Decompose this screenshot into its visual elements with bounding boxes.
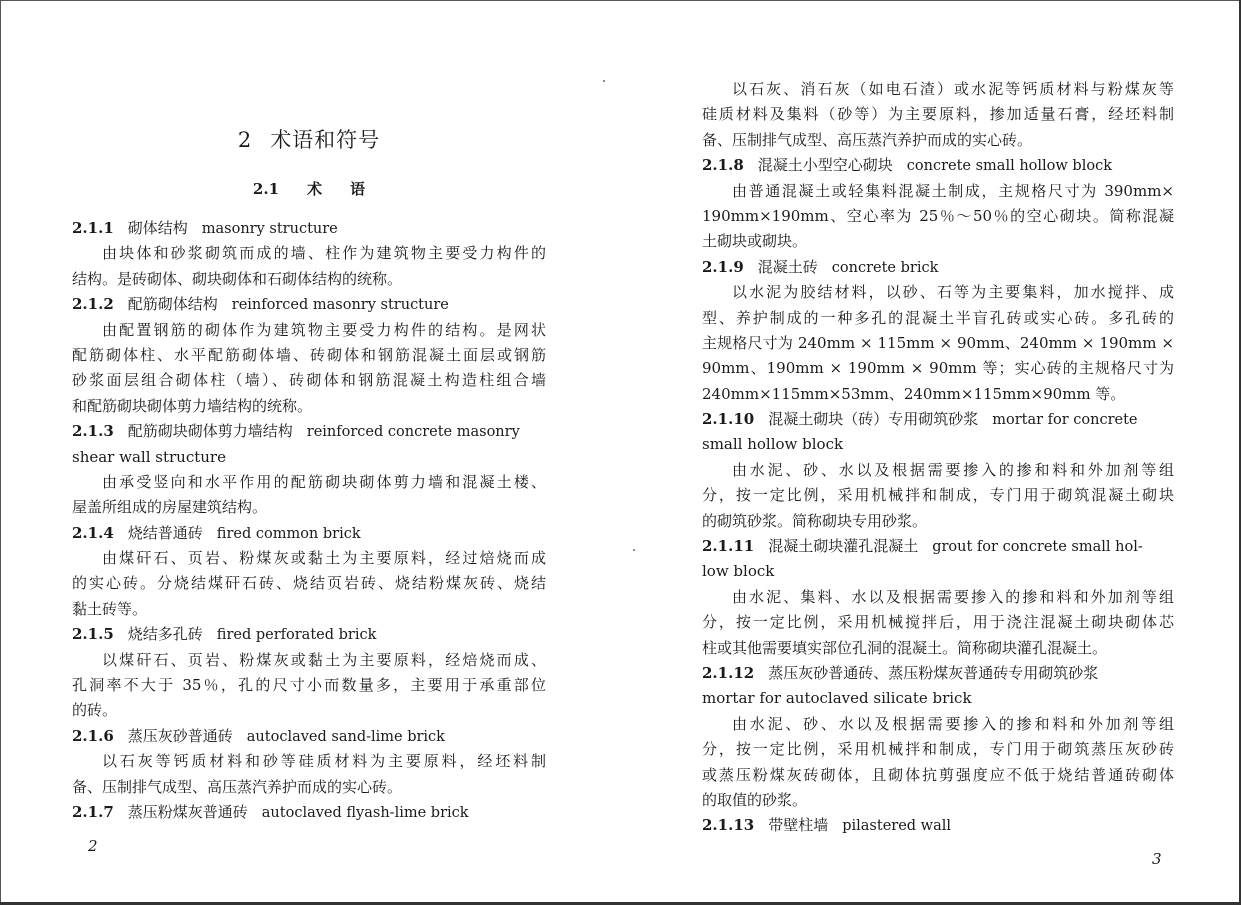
term-chinese: 蒸压粉煤灰普通砖	[127, 802, 248, 821]
left-page-body	[72, 216, 546, 825]
body-text-line: 孔洞率不大于 35％，孔的尺寸小而数量多，主要用于承重部位	[72, 676, 546, 695]
scan-border-top	[0, 0, 1241, 1]
section-number: 2.1	[252, 180, 280, 198]
term-heading	[72, 521, 546, 546]
body-text-line: small hollow block	[702, 435, 844, 454]
term-english: concrete small hollow block	[906, 158, 1112, 175]
body-text-line: 型、养护制成的一种多孔的混凝土半盲孔砖或实心砖。多孔砖的	[702, 308, 1174, 327]
body-text-line: 以煤矸石、页岩、粉煤灰或黏土为主要原料，经焙烧而成、	[102, 650, 546, 669]
term-number: 2.1.2	[72, 295, 114, 314]
term-heading	[72, 724, 546, 749]
scan-border-left	[0, 0, 1, 905]
body-text-line: 备、压制排气成型、高压蒸汽养护而成的实心砖。	[72, 777, 403, 796]
term-chinese: 烧结普通砖	[127, 523, 203, 542]
right-page-number: 3	[1152, 850, 1162, 868]
term-chinese: 蒸压灰砂普通砖	[127, 726, 233, 745]
term-chinese: 蒸压灰砂普通砖、蒸压粉煤灰普通砖专用砌筑砂浆	[768, 663, 1099, 682]
section-title	[72, 178, 546, 199]
body-text-line: 分，按一定比例，采用机械搅拌后，用于浇注混凝土砌块砌体芯	[702, 613, 1174, 632]
term-heading	[702, 534, 1174, 559]
scan-speck	[633, 549, 635, 551]
term-heading	[72, 292, 546, 317]
term-heading	[702, 661, 1174, 686]
body-text-line: 配筋砌体柱、水平配筋砌体墙、砖砌体和钢筋混凝土面层或钢筋	[72, 345, 546, 364]
term-number: 2.1.13	[702, 816, 755, 835]
term-chinese: 砌体结构	[127, 219, 188, 237]
body-text-line: 由水泥、砂、水以及根据需要掺入的掺和料和外加剂等组	[732, 714, 1174, 733]
term-chinese: 配筋砌块砌体剪力墙结构	[127, 422, 293, 441]
term-english: mortar for concrete	[992, 412, 1138, 429]
body-text-line: 以石灰、消石灰（如电石渣）或水泥等钙质材料与粉煤灰等	[732, 80, 1174, 98]
body-text-line: 由水泥、砂、水以及根据需要掺入的掺和料和外加剂等组	[732, 460, 1174, 479]
term-heading	[72, 622, 546, 647]
term-number: 2.1.6	[72, 726, 114, 745]
term-number: 2.1.10	[702, 410, 755, 429]
body-text-line: 由水泥、集料、水以及根据需要掺入的掺和料和外加剂等组	[732, 587, 1174, 606]
term-number: 2.1.7	[72, 802, 114, 821]
term-english: reinforced concrete masonry	[306, 424, 520, 441]
body-text-line: 以石灰等钙质材料和砂等硅质材料为主要原料，经坯料制	[102, 752, 546, 771]
term-english: fired common brick	[216, 525, 361, 542]
term-number: 2.1.12	[702, 663, 755, 682]
term-number: 2.1.4	[72, 523, 114, 542]
body-text-line: 的砖。	[72, 701, 118, 720]
body-text-line: 240mm×115mm×53mm、240mm×115mm×90mm 等。	[702, 384, 1126, 403]
body-text-line: 黏土砖等。	[72, 599, 148, 618]
term-number: 2.1.5	[72, 625, 114, 644]
term-english: concrete brick	[831, 259, 939, 276]
term-number: 2.1.3	[72, 422, 114, 441]
body-text-line: mortar for autoclaved silicate brick	[702, 689, 972, 708]
body-text-line: 90mm、190mm × 190mm × 90mm 等；实心砖的主规格尺寸为	[702, 359, 1174, 378]
body-text-line: 分，按一定比例，采用机械拌和制成，专门用于砌筑混凝土砌块	[702, 486, 1174, 505]
term-english: pilastered wall	[842, 818, 952, 835]
body-text-line: 或蒸压粉煤灰砖砌体，且砌体抗剪强度应不低于烧结普通砖砌体	[702, 765, 1174, 784]
section-name-part-2: 语	[350, 180, 366, 198]
term-chinese: 混凝土砌块（砖）专用砌筑砂浆	[768, 410, 979, 429]
body-text-line: 由普通混凝土或轻集料混凝土制成，主规格尺寸为 390mm×	[732, 181, 1174, 200]
term-english: grout for concrete small hol-	[932, 539, 1143, 556]
body-text-line: 由煤矸石、页岩、粉煤灰或黏土为主要原料，经过焙烧而成	[102, 549, 546, 568]
term-english: fired perforated brick	[216, 627, 377, 644]
term-heading	[72, 800, 546, 825]
body-text-line: 砂浆面层组合砌体柱（墙）、砖砌体和钢筋混凝土构造柱组合墙	[72, 371, 546, 390]
term-chinese: 混凝土小型空心砌块	[757, 156, 893, 175]
term-english: autoclaved sand-lime brick	[246, 728, 445, 745]
term-chinese: 配筋砌体结构	[127, 295, 218, 314]
term-heading	[702, 813, 1174, 838]
term-chinese: 烧结多孔砖	[127, 625, 203, 644]
body-text-line: 以水泥为胶结材料，以砂、石等为主要集料，加水搅拌、成	[732, 283, 1174, 302]
body-text-line: 的砌筑砂浆。简称砌块专用砂浆。	[702, 511, 928, 530]
body-text-line: 190mm×190mm、空心率为 25％～50％的空心砌块。简称混凝	[702, 206, 1174, 225]
body-text-line: 由承受竖向和水平作用的配筋砌块砌体剪力墙和混凝土楼、	[102, 472, 546, 491]
body-text-line: 屋盖所组成的房屋建筑结构。	[72, 498, 268, 517]
term-english: reinforced masonry structure	[231, 297, 449, 314]
chapter-name: 术语和符号	[270, 128, 381, 152]
body-text-line: 由配置钢筋的砌体作为建筑物主要受力构件的结构。是网状	[102, 320, 546, 339]
term-chinese: 混凝土砖	[757, 257, 818, 276]
body-text-line: 的取值的砂浆。	[702, 790, 808, 809]
body-text-line: 主规格尺寸为 240mm × 115mm × 90mm、240mm × 190mm ×	[702, 333, 1174, 352]
chapter-title	[72, 124, 546, 154]
term-number: 2.1.8	[702, 156, 744, 175]
term-number: 2.1.11	[702, 537, 755, 556]
term-english: masonry structure	[201, 221, 338, 237]
term-heading	[702, 153, 1174, 178]
body-text-line: 分，按一定比例，采用机械拌和制成，专门用于砌筑蒸压灰砂砖	[702, 740, 1174, 759]
term-heading	[72, 419, 546, 444]
body-text-line: shear wall structure	[72, 447, 226, 466]
right-page-body	[702, 77, 1174, 839]
term-chinese: 混凝土砌块灌孔混凝土	[768, 537, 919, 556]
body-text-line: 和配筋砌块砌体剪力墙结构的统称。	[72, 396, 313, 415]
body-text-line: 土砌块或砌块。	[702, 232, 808, 251]
body-text-line: 备、压制排气成型、高压蒸汽养护而成的实心砖。	[702, 130, 1033, 149]
left-page-number: 2	[88, 837, 98, 855]
body-text-line: 结构。是砖砌体、砌块砌体和石砌体结构的统称。	[72, 269, 403, 288]
scan-speck	[603, 80, 605, 82]
term-number: 2.1.9	[702, 257, 744, 276]
term-chinese: 带壁柱墙	[768, 816, 829, 835]
body-text-line: 硅质材料及集料（砂等）为主要原料，掺加适量石膏，经坯料制	[702, 105, 1174, 124]
body-text-line: 由块体和砂浆砌筑而成的墙、柱作为建筑物主要受力构件的	[102, 244, 546, 263]
term-heading	[702, 255, 1174, 280]
body-text-line: low block	[702, 562, 775, 581]
body-text-line: 的实心砖。分烧结煤矸石砖、烧结页岩砖、烧结粉煤灰砖、烧结	[72, 574, 546, 593]
chapter-number: 2	[237, 128, 253, 152]
term-number: 2.1.1	[72, 219, 114, 237]
section-name-part-1: 术	[307, 180, 323, 198]
term-heading	[72, 216, 546, 241]
body-text-line: 柱或其他需要填实部位孔洞的混凝土。简称砌块灌孔混凝土。	[702, 638, 1108, 657]
term-english: autoclaved flyash-lime brick	[261, 804, 469, 821]
term-heading	[702, 407, 1174, 432]
